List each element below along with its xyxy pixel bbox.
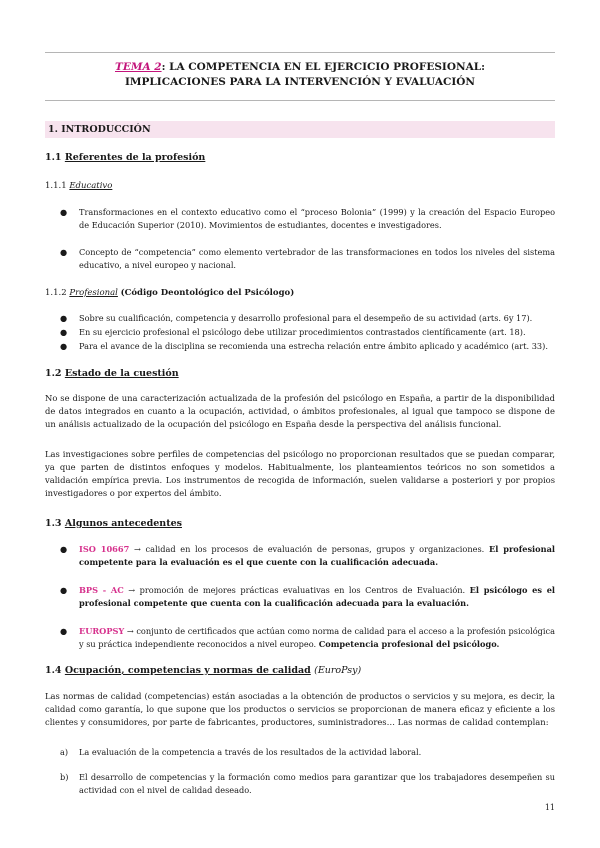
page-number: 11	[544, 803, 555, 812]
paragraph: No se dispone de una caracterización actualizada de la profesión del psicólogo en España, a partir de la disponibilidad de datos integrados en cuanto a la ocupación, actividad, o ámbitos profesionales, al igual que tampoco se dispone de un análisis actualizado de la ocupación del psicólogo en España desde la perspectiva del análisis funcional.	[45, 393, 555, 429]
antecedent-tag: BPS - AC	[79, 585, 124, 595]
heading-number: 1.1.1	[45, 181, 67, 191]
bullet-dot-icon: ●	[60, 544, 68, 554]
bullet-dot-icon: ●	[60, 327, 68, 337]
heading-1-4	[45, 665, 555, 677]
heading-number: 1.1.2	[45, 288, 67, 298]
heading-note: (EuroPsy)	[314, 665, 362, 676]
list-marker: b)	[60, 772, 69, 782]
section-heading-introduccion: 1. INTRODUCCIÓN	[45, 121, 555, 138]
heading-note: (Código Deontológico del Psicólogo)	[120, 288, 295, 298]
page-title	[45, 60, 555, 90]
bullet-dot-icon: ●	[60, 341, 68, 351]
title-line-1	[45, 60, 555, 75]
bullet-item	[60, 246, 555, 272]
antecedent-conclusion: El profesional competente para la evaluación es el que cuente con la cualificación adecuada.	[79, 544, 555, 567]
heading-1-1-1	[45, 180, 555, 192]
heading-number: 1.3	[45, 518, 62, 529]
antecedent-description: calidad en los procesos de evaluación de personas, grupos y organizaciones.	[145, 544, 485, 554]
lettered-item	[60, 746, 555, 759]
title-bottom-rule	[45, 100, 555, 101]
bullet-item	[60, 340, 555, 353]
heading-text: Estado de la cuestión	[64, 368, 179, 379]
antecedent-tag: EUROPSY	[79, 626, 125, 636]
arrow-icon: →	[126, 626, 134, 636]
title-line-1-rest: : LA COMPETENCIA EN EL EJERCICIO PROFESIONAL:	[161, 61, 485, 73]
paragraph: Las investigaciones sobre perfiles de competencias del psicólogo no proporcionan resultados que se puedan comparar, ya que parten de distintos enfoques y modelos. Habitualmente, los planteamientos teóricos no son sometidos a validación empírica previa. Los instrumentos de recogida de información, suelen validarse a posteriori y por propios investigadores o por expertos del ámbito.	[45, 449, 555, 498]
antecedent-description: conjunto de certificados que actúan como norma de calidad para el acceso a la profesión psicológica y su práctica independiente reconocidos a nivel europeo.	[79, 626, 555, 649]
antecedent-item	[60, 543, 555, 569]
heading-text: Referentes de la profesión	[64, 152, 206, 163]
heading-number: 1.4	[45, 665, 62, 676]
arrow-icon: →	[133, 544, 141, 554]
bullet-item	[60, 312, 555, 325]
bullet-text: Sobre su cualificación, competencia y desarrollo profesional para el desempeño de su actividad (arts. 6y 17).	[79, 313, 533, 323]
list-text: El desarrollo de competencias y la formación como medios para garantizar que los trabajadores desempeñen su actividad con el nivel de calidad deseado.	[79, 772, 555, 795]
heading-1-2	[45, 368, 555, 380]
title-line-2: IMPLICACIONES PARA LA INTERVENCIÓN Y EVALUACIÓN	[124, 76, 475, 88]
list-text: La evaluación de la competencia a través de los resultados de la actividad laboral.	[79, 747, 422, 757]
antecedent-tag: ISO 10667	[79, 544, 130, 554]
heading-text: Ocupación, competencias y normas de calidad	[64, 665, 311, 676]
antecedent-item	[60, 584, 555, 610]
heading-number: 1.2	[45, 368, 62, 379]
heading-1-1-2	[45, 287, 555, 299]
antecedent-conclusion: El psicólogo es el profesional competente que cuenta con la cualificación adecuada para la evaluación.	[79, 585, 556, 608]
heading-1-3	[45, 518, 555, 530]
antecedent-item	[60, 625, 555, 651]
bullet-text: En su ejercicio profesional el psicólogo debe utilizar procedimientos contrastados científicamente (art. 18).	[79, 327, 526, 337]
antecedent-text	[79, 625, 555, 651]
paragraph: Las normas de calidad (competencias) están asociadas a la obtención de productos o servicios y su mejora, es decir, la calidad como garantía, lo que supone que los productos o servicios se proporcionan de manera eficaz y eficiente a los clientes y consumidores, por parte de fabricantes, productores, suministradores… Las normas de calidad contemplan:	[45, 691, 555, 727]
bullet-text: Concepto de “competencia” como elemento vertebrador de las transformaciones en todos los niveles del sistema educativo, a nivel europeo y nacional.	[79, 247, 555, 270]
tema-label: TEMA 2	[115, 61, 162, 73]
top-rule	[45, 52, 555, 53]
heading-text: Educativo	[69, 181, 113, 191]
bullet-dot-icon: ●	[60, 585, 68, 595]
heading-1-1	[45, 152, 555, 164]
bullet-dot-icon: ●	[60, 247, 68, 257]
list-marker: a)	[60, 747, 69, 757]
bullet-dot-icon: ●	[60, 313, 68, 323]
antecedent-text	[79, 584, 555, 610]
antecedent-conclusion: Competencia profesional del psicólogo.	[318, 639, 500, 649]
antecedent-description: promoción de mejores prácticas evaluativas en los Centros de Evaluación.	[139, 585, 466, 595]
bullet-dot-icon: ●	[60, 626, 68, 636]
heading-text: Profesional	[69, 288, 118, 298]
bullet-text: Para el avance de la disciplina se recomienda una estrecha relación entre ámbito aplicado y académico (art. 33).	[79, 341, 548, 351]
bullet-text: Transformaciones en el contexto educativo como el “proceso Bolonia” (1999) y la creación del Espacio Europeo de Educación Superior (2010). Movimientos de estudiantes, docentes e investigadores.	[79, 207, 555, 230]
bullet-item	[60, 326, 555, 339]
arrow-icon: →	[128, 585, 136, 595]
antecedent-text	[79, 543, 555, 569]
lettered-item	[60, 771, 555, 797]
heading-number: 1.1	[45, 152, 62, 163]
bullet-item	[60, 206, 555, 232]
bullet-dot-icon: ●	[60, 207, 68, 217]
heading-text: Algunos antecedentes	[64, 518, 182, 529]
